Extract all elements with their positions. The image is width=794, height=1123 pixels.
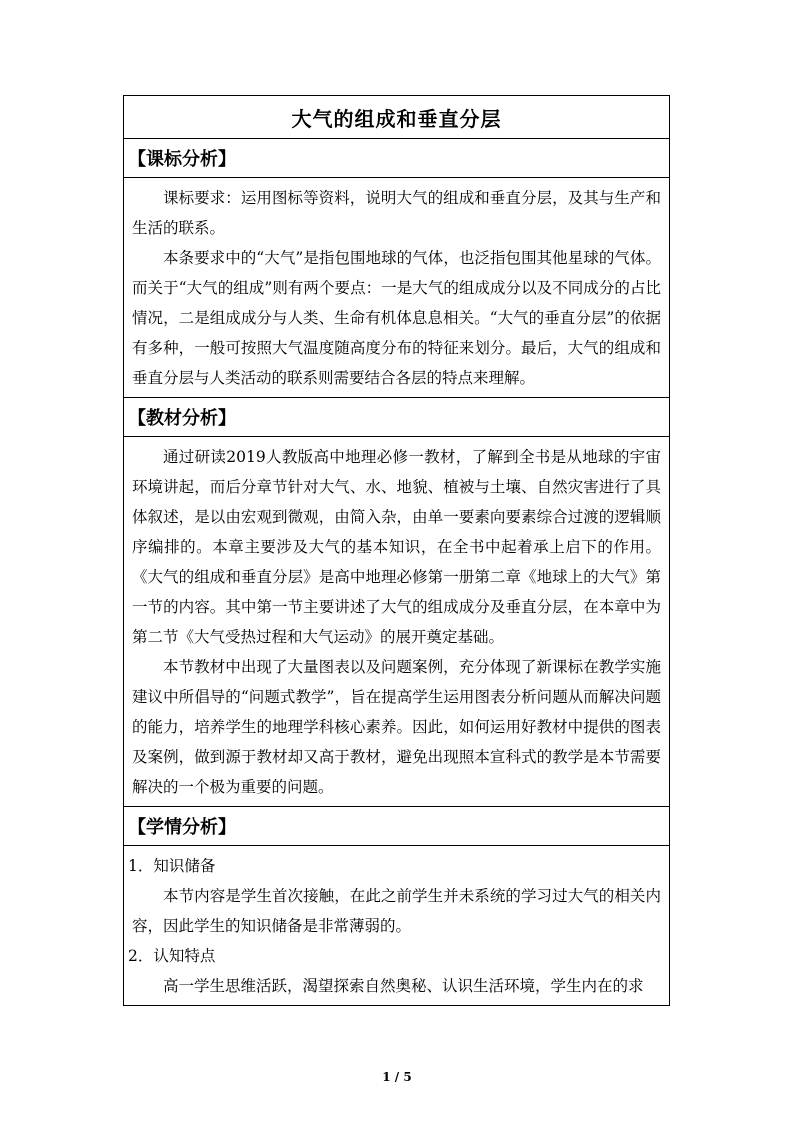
section-body-learners [124, 846, 669, 1005]
subheading-cognition: 2．认知特点 [128, 947, 216, 965]
section-body-curriculum [124, 178, 669, 398]
paragraph: 高一学生思维活跃，渴望探索自然奥秘、认识生活环境，学生内在的求 [163, 977, 644, 995]
document-title: 大气的组成和垂直分层 [124, 96, 669, 139]
section-heading-curriculum: 【课标分析】 [124, 139, 669, 178]
paragraph: 本条要求中的“大气”是指包围地球的气体，也泛指包围其他星球的气体。而关于“大气的组成”则有两个要点：一是大气的组成成分以及不同成分的占比情况，二是组成成分与人类、生命有机体息息相关。“大气的垂直分层”的依据有多种，一般可按照大气温度随高度分布的特征来划分。最后，大气的组成和垂直分层与人类活动的联系则需要结合各层的特点来理解。 [132, 249, 661, 387]
section-heading-textbook: 【教材分析】 [124, 398, 669, 437]
section-body-textbook [124, 437, 669, 807]
paragraph: 本节内容是学生首次接触，在此之前学生并未系统的学习过大气的相关内容，因此学生的知识储备是非常薄弱的。 [132, 887, 661, 935]
subheading-knowledge: 1．知识储备 [128, 857, 216, 875]
lesson-table [123, 95, 670, 1006]
page-number: 1 / 5 [382, 1070, 412, 1084]
paragraph: 通过研读2019人教版高中地理必修一教材，了解到全书是从地球的宇宙环境讲起，而后分章节针对大气、水、地貌、植被与土壤、自然灾害进行了具体叙述，是以由宏观到微观，由简入杂，由单一要素向要素综合过渡的逻辑顺序编排的。本章主要涉及大气的基本知识，在全书中起着承上启下的作用。《大气的组成和垂直分层》是高中地理必修第一册第二章《地球上的大气》第一节的内容。其中第一节主要讲述了大气的组成成分及垂直分层，在本章中为第二节《大气受热过程和大气运动》的展开奠定基础。 [132, 448, 661, 646]
paragraph: 本节教材中出现了大量图表以及问题案例，充分体现了新课标在教学实施建议中所倡导的“问题式教学”，旨在提高学生运用图表分析问题从而解决问题的能力，培养学生的地理学科核心素养。因此，如何运用好教材中提供的图表及案例，做到源于教材却又高于教材，避免出现照本宣科式的教学是本节需要解决的一个极为重要的问题。 [132, 658, 661, 796]
section-heading-learners: 【学情分析】 [124, 807, 669, 846]
paragraph: 课标要求：运用图标等资料，说明大气的组成和垂直分层，及其与生产和生活的联系。 [132, 189, 661, 237]
